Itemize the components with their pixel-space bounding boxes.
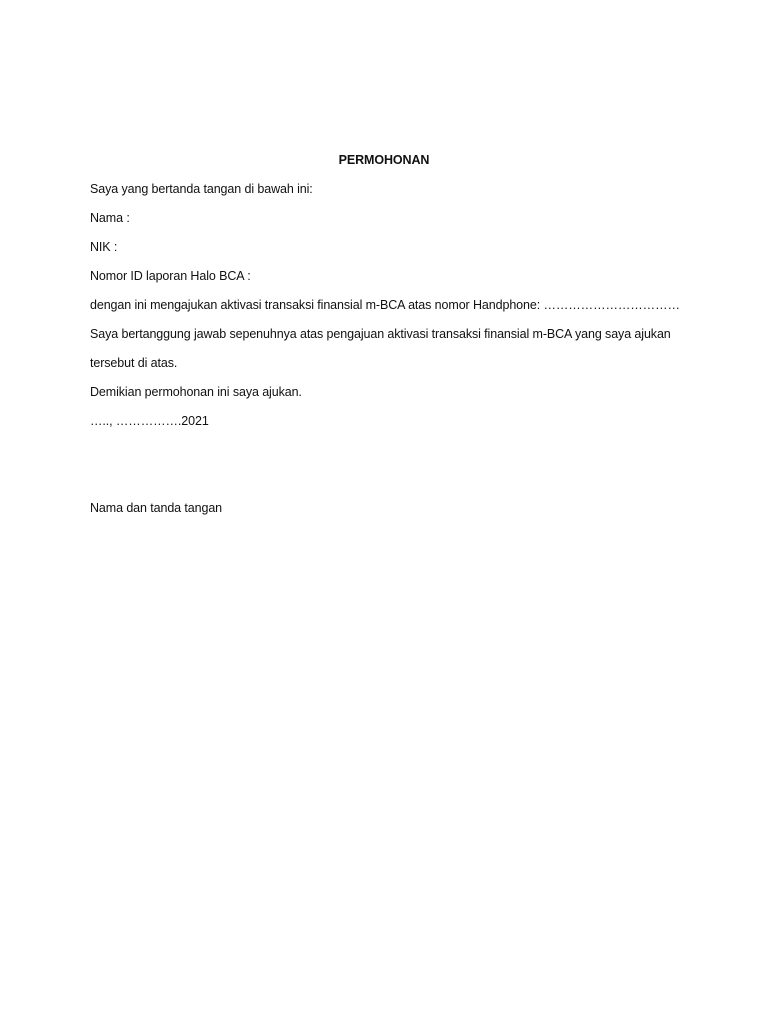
date-line: ….., …………….2021: [90, 414, 209, 428]
signature-label: Nama dan tanda tangan: [90, 501, 223, 515]
field-nomor-id-label: Nomor ID laporan Halo BCA :: [90, 269, 251, 283]
field-nik-label: NIK :: [90, 240, 118, 254]
closing-statement: Demikian permohonan ini saya ajukan.: [90, 385, 302, 399]
field-nama-label: Nama :: [90, 211, 130, 225]
document-title: PERMOHONAN: [338, 153, 430, 167]
intro-text: Saya yang bertanda tangan di bawah ini:: [90, 182, 313, 196]
responsibility-statement-line-2: tersebut di atas.: [90, 356, 178, 370]
request-statement: dengan ini mengajukan aktivasi transaksi finansial m-BCA atas nomor Handphone: ……………………………: [90, 298, 680, 312]
responsibility-statement-line-1: Saya bertanggung jawab sepenuhnya atas pengajuan aktivasi transaksi finansial m-BCA yang saya ajukan: [90, 327, 671, 341]
